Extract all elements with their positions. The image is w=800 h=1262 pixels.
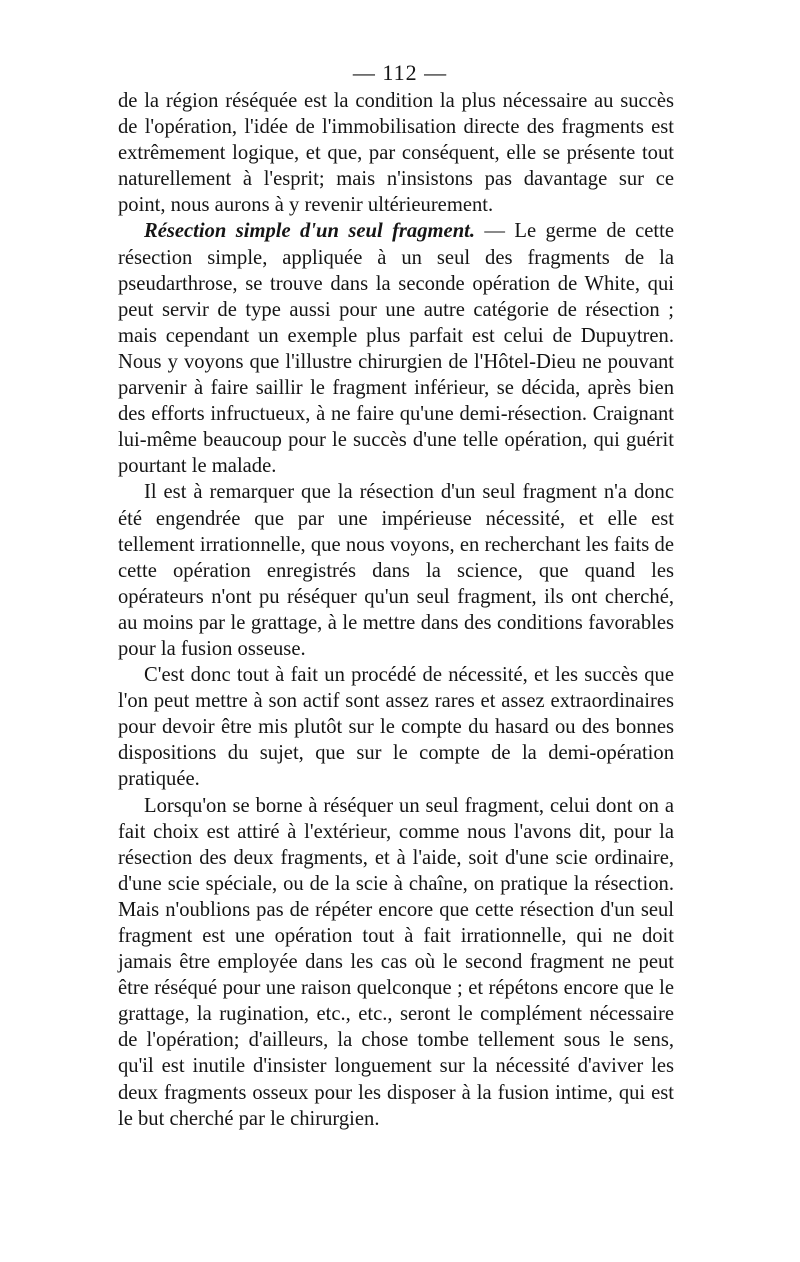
paragraph-2-text: — Le germe de cette résection simple, appliquée à un seul des fragments de la pseudarthrose, se trouve dans la seconde opération de White, qui peut servir de type aussi pour une autre catégorie de résection ; mais cependant un exemple plus parfait est celui de Dupuytren. Nous y voyons que l'illustre chirurgien de l'Hôtel-Dieu ne pouvant parvenir à faire saillir le fragment inférieur, se décida, après bien des efforts infructueux, à ne faire qu'une demi-résection. Craignant lui-même beaucoup pour le succès d'une telle opération, qui guérit pourtant le malade. bbox=[118, 220, 674, 478]
paragraph-3: Il est à remarquer que la résection d'un seul fragment n'a donc été engendrée que par une impérieuse nécessité, et elle est tellement irrationnelle, que nous voyons, en recherchant les faits de cette opération enregistrés dans la science, que quand les opérateurs n'ont pu réséquer qu'un seul fragment, ils ont cherché, au moins par le grattage, à le mettre dans des conditions favorables pour la fusion osseuse. bbox=[118, 481, 674, 660]
section-heading: Résection simple d'un seul fragment. bbox=[144, 220, 476, 243]
paragraph-1: de la région réséquée est la condition la plus nécessaire au succès de l'opération, l'idée de l'immobilisation directe des fragments est extrêmement logique, et que, par conséquent, elle se présente tout naturellement à l'esprit; mais n'insistons pas davantage sur ce point, nous aurons à y revenir ultérieurement. bbox=[118, 90, 674, 217]
paragraph-4: C'est donc tout à fait un procédé de nécessité, et les succès que l'on peut mettre à son actif sont assez rares et assez extraordinaires pour devoir être mis plutôt sur le compte du hasard ou des bonnes dispositions du sujet, que sur le compte de la demi-opération pratiquée. bbox=[118, 664, 674, 791]
page-number: — 112 — bbox=[352, 60, 448, 85]
paragraph-2 bbox=[118, 218, 674, 479]
paragraph-5: Lorsqu'on se borne à réséquer un seul fragment, celui dont on a fait choix est attiré à l'extérieur, comme nous l'avons dit, pour la résection des deux fragments, et à l'aide, soit d'une scie ordinaire, d'une scie spéciale, ou de la scie à chaîne, on pratique la résection. Mais n'oublions pas de répéter encore que cette résection d'un seul fragment est une opération tout à fait irrationnelle, qui ne doit jamais être employée dans les cas où le second fragment ne peut être réséqué pour une raison quelconque ; et répétons encore que le grattage, la rugination, etc., etc., seront le complément nécessaire de l'opération; d'ailleurs, la chose tombe tellement sous le sens, qu'il est inutile d'insister longuement sur la nécessité d'aviver les deux fragments osseux pour les disposer à la fusion intime, qui est le but cherché par le chirurgien. bbox=[118, 794, 674, 1130]
body-text bbox=[118, 88, 674, 1132]
